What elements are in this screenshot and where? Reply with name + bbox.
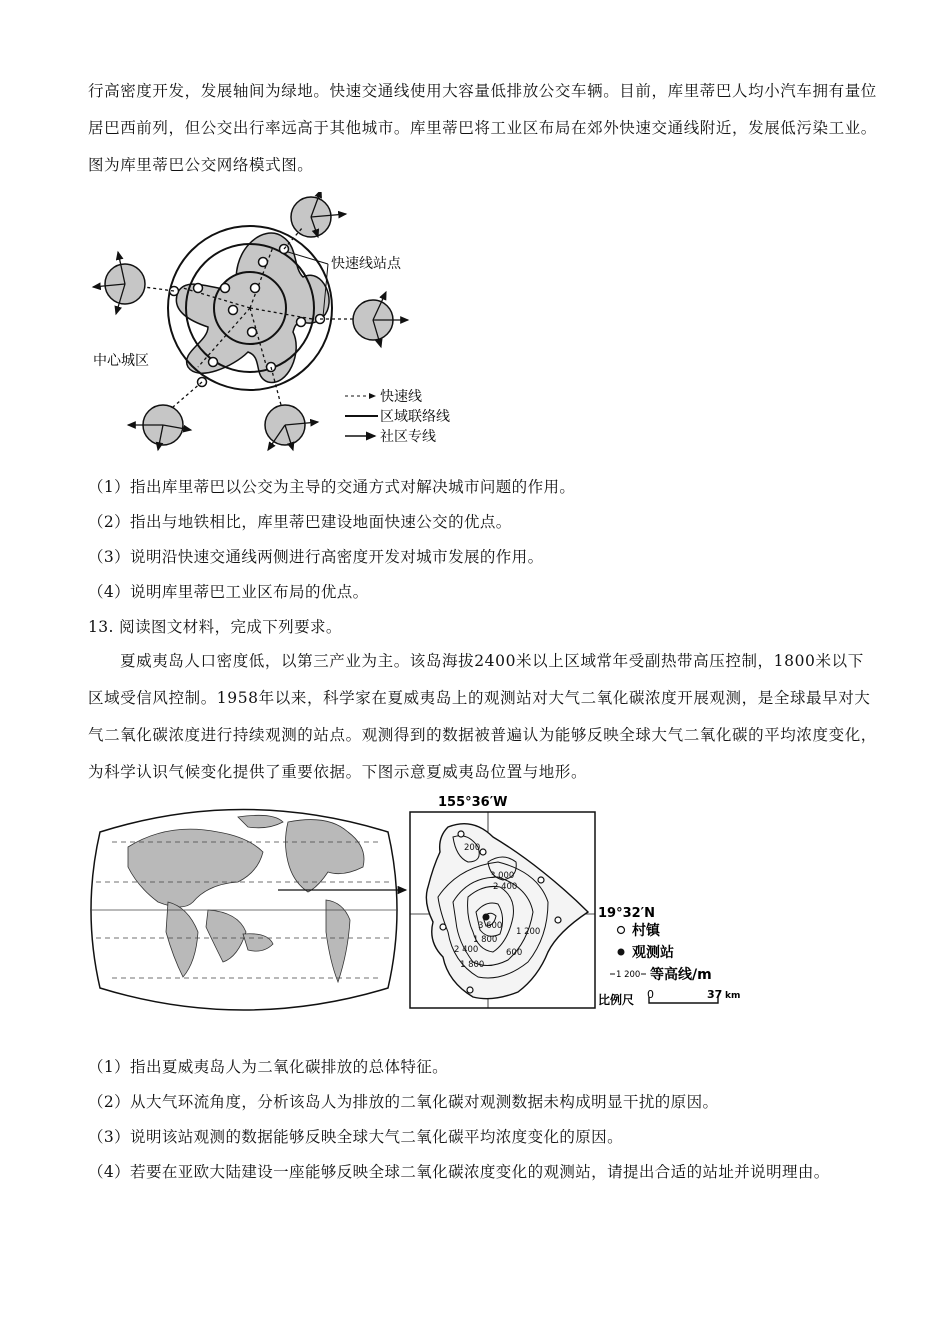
svg-text:3 600: 3 600: [478, 921, 503, 931]
hawaii-location-figure: [88, 792, 748, 1017]
q12-item-3: （3）说明沿快速交通线两侧进行高密度开发对城市发展的作用。: [88, 548, 544, 566]
legend-regional-line: 区域联络线: [380, 409, 450, 425]
svg-text:km: km: [725, 991, 741, 1001]
q13-item-2: （2）从大气环流角度，分析该岛人为排放的二氧化碳对观测数据未构成明显干扰的原因。: [88, 1093, 719, 1111]
svg-text:37: 37: [707, 988, 723, 1001]
svg-text:1 800: 1 800: [473, 935, 498, 945]
q13-item-4: （4）若要在亚欧大陆建设一座能够反映全球二氧化碳浓度变化的观测站，请提出合适的站址并说明理由。: [88, 1163, 830, 1181]
figure1-legend: [345, 388, 450, 445]
legend-station: 观测站: [632, 945, 674, 961]
svg-text:1 200: 1 200: [616, 970, 641, 980]
bus-network-diagram: [88, 192, 488, 457]
svg-text:1 200: 1 200: [516, 927, 541, 937]
svg-text:2 400: 2 400: [493, 882, 518, 892]
svg-text:200: 200: [464, 843, 481, 853]
svg-text:3 000: 3 000: [490, 871, 515, 881]
latitude-label: 19°32′N: [598, 906, 655, 921]
legend-contour: 等高线/m: [650, 967, 712, 983]
legend-community-line: 社区专线: [380, 429, 436, 445]
q12-item-1: （1）指出库里蒂巴以公交为主导的交通方式对解决城市问题的作用。: [88, 478, 576, 496]
passage-12-text: 行高密度开发，发展轴间为绿地。快速交通线使用大容量低排放公交车辆。目前，库里蒂巴人均小汽车拥有量位居巴西前列，但公交出行率远高于其他城市。库里蒂巴将工业区布局在郊外快速交通线附近，发展低污染工业。图为库里蒂巴公交网络模式图。: [88, 82, 877, 174]
svg-text:600: 600: [506, 948, 523, 958]
q12-item-4: （4）说明库里蒂巴工业区布局的优点。: [88, 583, 369, 601]
svg-text:1 800: 1 800: [460, 960, 485, 970]
svg-text:2 400: 2 400: [454, 945, 479, 955]
scale-label: 比例尺: [598, 993, 635, 1007]
legend-town: 村镇: [632, 923, 660, 939]
observatory-marker: [483, 914, 490, 921]
longitude-label: 155°36′W: [438, 795, 508, 810]
station-label: 快速线站点: [331, 256, 401, 272]
q13-passage: 夏威夷岛人口密度低，以第三产业为主。该岛海拔2400米以上区域常年受副热带高压控制，1800米以下区域受信风控制。1958年以来，科学家在夏威夷岛上的观测站对大气二氧化碳浓度开展观测，是全球最早对大气二氧化碳浓度进行持续观测的站点。观测得到的数据被普遍认为能够反映全球大气二氧化碳的平均浓度变化，为科学认识气候变化提供了重要依据。下图示意夏威夷岛位置与地形。: [88, 652, 877, 781]
center-label: 中心城区: [93, 353, 149, 369]
figure2-legend: [598, 922, 740, 1007]
q13-heading: 13. 阅读图文材料，完成下列要求。: [88, 618, 342, 636]
legend-rapid-line: 快速线: [380, 389, 422, 405]
q13-item-3: （3）说明该站观测的数据能够反映全球大气二氧化碳平均浓度变化的原因。: [88, 1128, 623, 1146]
svg-text:0: 0: [647, 988, 654, 1001]
q12-item-2: （2）指出与地铁相比，库里蒂巴建设地面快速公交的优点。: [88, 513, 512, 531]
q13-item-1: （1）指出夏威夷岛人为二氧化碳排放的总体特征。: [88, 1058, 449, 1076]
